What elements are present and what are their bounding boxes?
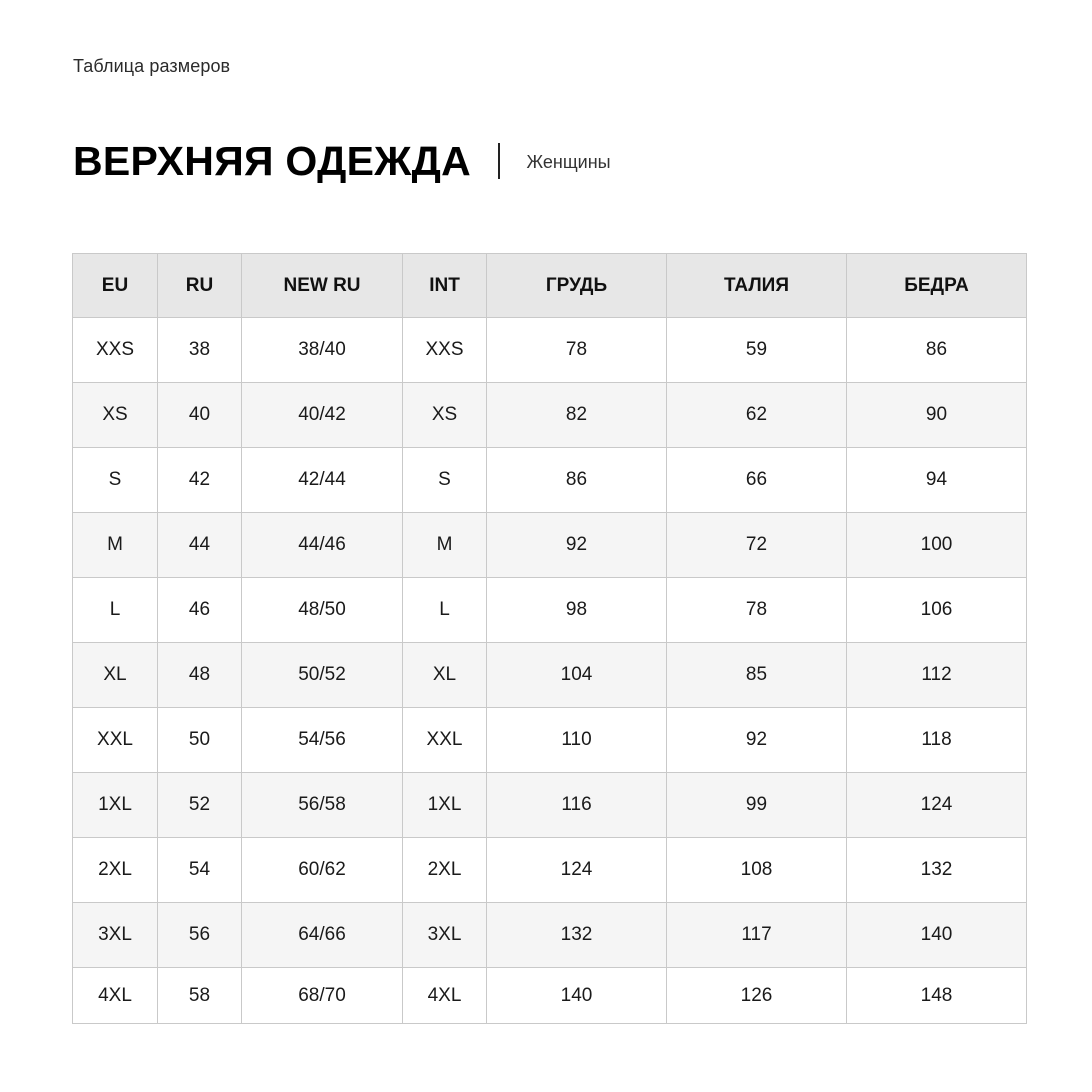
cell-column-ru: 40 bbox=[158, 383, 242, 448]
cell-column-hips: 118 bbox=[847, 708, 1027, 773]
cell-column-eu: 1XL bbox=[73, 773, 158, 838]
page-subtitle: Женщины bbox=[526, 151, 611, 172]
page-overline: Таблица размеров bbox=[73, 56, 231, 76]
cell-column-hips: 124 bbox=[847, 773, 1027, 838]
table-row bbox=[73, 968, 1027, 1024]
cell-column-ru: 38 bbox=[158, 318, 242, 383]
cell-column-new-ru: 64/66 bbox=[242, 903, 403, 968]
cell-column-eu: M bbox=[73, 513, 158, 578]
cell-column-chest: 140 bbox=[487, 968, 667, 1024]
cell-column-waist: 59 bbox=[667, 318, 847, 383]
cell-column-hips: 86 bbox=[847, 318, 1027, 383]
cell-column-int: XXS bbox=[403, 318, 487, 383]
header-column-hips: БЕДРА bbox=[847, 254, 1027, 318]
cell-column-new-ru: 38/40 bbox=[242, 318, 403, 383]
cell-column-waist: 108 bbox=[667, 838, 847, 903]
cell-column-hips: 90 bbox=[847, 383, 1027, 448]
cell-column-waist: 92 bbox=[667, 708, 847, 773]
cell-column-int: S bbox=[403, 448, 487, 513]
cell-column-ru: 50 bbox=[158, 708, 242, 773]
cell-column-chest: 78 bbox=[487, 318, 667, 383]
header-row bbox=[73, 254, 1027, 318]
page-title: ВЕРХНЯЯ ОДЕЖДА bbox=[73, 137, 472, 184]
table-row bbox=[73, 708, 1027, 773]
table-row bbox=[73, 448, 1027, 513]
cell-column-int: XXL bbox=[403, 708, 487, 773]
cell-column-hips: 132 bbox=[847, 838, 1027, 903]
cell-column-ru: 58 bbox=[158, 968, 242, 1024]
cell-column-eu: XS bbox=[73, 383, 158, 448]
size-table bbox=[72, 253, 1027, 1024]
table-row bbox=[73, 773, 1027, 838]
cell-column-chest: 124 bbox=[487, 838, 667, 903]
cell-column-hips: 140 bbox=[847, 903, 1027, 968]
cell-column-new-ru: 56/58 bbox=[242, 773, 403, 838]
cell-column-hips: 100 bbox=[847, 513, 1027, 578]
cell-column-waist: 99 bbox=[667, 773, 847, 838]
cell-column-waist: 78 bbox=[667, 578, 847, 643]
cell-column-waist: 72 bbox=[667, 513, 847, 578]
cell-column-chest: 116 bbox=[487, 773, 667, 838]
table-row bbox=[73, 578, 1027, 643]
cell-column-new-ru: 68/70 bbox=[242, 968, 403, 1024]
cell-column-chest: 104 bbox=[487, 643, 667, 708]
cell-column-chest: 82 bbox=[487, 383, 667, 448]
cell-column-waist: 117 bbox=[667, 903, 847, 968]
cell-column-chest: 110 bbox=[487, 708, 667, 773]
table-row bbox=[73, 643, 1027, 708]
table-row bbox=[73, 383, 1027, 448]
header-column-new-ru: NEW RU bbox=[242, 254, 403, 318]
cell-column-eu: 4XL bbox=[73, 968, 158, 1024]
cell-column-eu: XXS bbox=[73, 318, 158, 383]
heading-divider bbox=[498, 143, 500, 179]
cell-column-int: M bbox=[403, 513, 487, 578]
cell-column-waist: 66 bbox=[667, 448, 847, 513]
header-column-waist: ТАЛИЯ bbox=[667, 254, 847, 318]
cell-column-new-ru: 54/56 bbox=[242, 708, 403, 773]
cell-column-int: 3XL bbox=[403, 903, 487, 968]
cell-column-int: L bbox=[403, 578, 487, 643]
cell-column-hips: 148 bbox=[847, 968, 1027, 1024]
cell-column-ru: 48 bbox=[158, 643, 242, 708]
header-column-eu: EU bbox=[73, 254, 158, 318]
cell-column-hips: 94 bbox=[847, 448, 1027, 513]
cell-column-int: 4XL bbox=[403, 968, 487, 1024]
size-table-body bbox=[73, 318, 1027, 1024]
cell-column-eu: XXL bbox=[73, 708, 158, 773]
cell-column-eu: XL bbox=[73, 643, 158, 708]
header-column-chest: ГРУДЬ bbox=[487, 254, 667, 318]
cell-column-int: XL bbox=[403, 643, 487, 708]
cell-column-hips: 106 bbox=[847, 578, 1027, 643]
cell-column-eu: 2XL bbox=[73, 838, 158, 903]
table-row bbox=[73, 318, 1027, 383]
cell-column-chest: 132 bbox=[487, 903, 667, 968]
table-row bbox=[73, 838, 1027, 903]
cell-column-waist: 62 bbox=[667, 383, 847, 448]
cell-column-eu: 3XL bbox=[73, 903, 158, 968]
cell-column-waist: 85 bbox=[667, 643, 847, 708]
cell-column-chest: 92 bbox=[487, 513, 667, 578]
cell-column-eu: S bbox=[73, 448, 158, 513]
page-heading bbox=[73, 136, 611, 186]
cell-column-chest: 86 bbox=[487, 448, 667, 513]
cell-column-new-ru: 50/52 bbox=[242, 643, 403, 708]
cell-column-ru: 56 bbox=[158, 903, 242, 968]
table-row bbox=[73, 903, 1027, 968]
table-row bbox=[73, 513, 1027, 578]
cell-column-new-ru: 42/44 bbox=[242, 448, 403, 513]
cell-column-int: 1XL bbox=[403, 773, 487, 838]
size-table-header bbox=[73, 254, 1027, 318]
header-column-int: INT bbox=[403, 254, 487, 318]
cell-column-ru: 46 bbox=[158, 578, 242, 643]
cell-column-int: XS bbox=[403, 383, 487, 448]
cell-column-ru: 52 bbox=[158, 773, 242, 838]
cell-column-waist: 126 bbox=[667, 968, 847, 1024]
cell-column-hips: 112 bbox=[847, 643, 1027, 708]
cell-column-eu: L bbox=[73, 578, 158, 643]
cell-column-chest: 98 bbox=[487, 578, 667, 643]
cell-column-ru: 44 bbox=[158, 513, 242, 578]
cell-column-ru: 54 bbox=[158, 838, 242, 903]
cell-column-new-ru: 48/50 bbox=[242, 578, 403, 643]
cell-column-int: 2XL bbox=[403, 838, 487, 903]
header-column-ru: RU bbox=[158, 254, 242, 318]
cell-column-new-ru: 44/46 bbox=[242, 513, 403, 578]
cell-column-new-ru: 40/42 bbox=[242, 383, 403, 448]
cell-column-new-ru: 60/62 bbox=[242, 838, 403, 903]
cell-column-ru: 42 bbox=[158, 448, 242, 513]
